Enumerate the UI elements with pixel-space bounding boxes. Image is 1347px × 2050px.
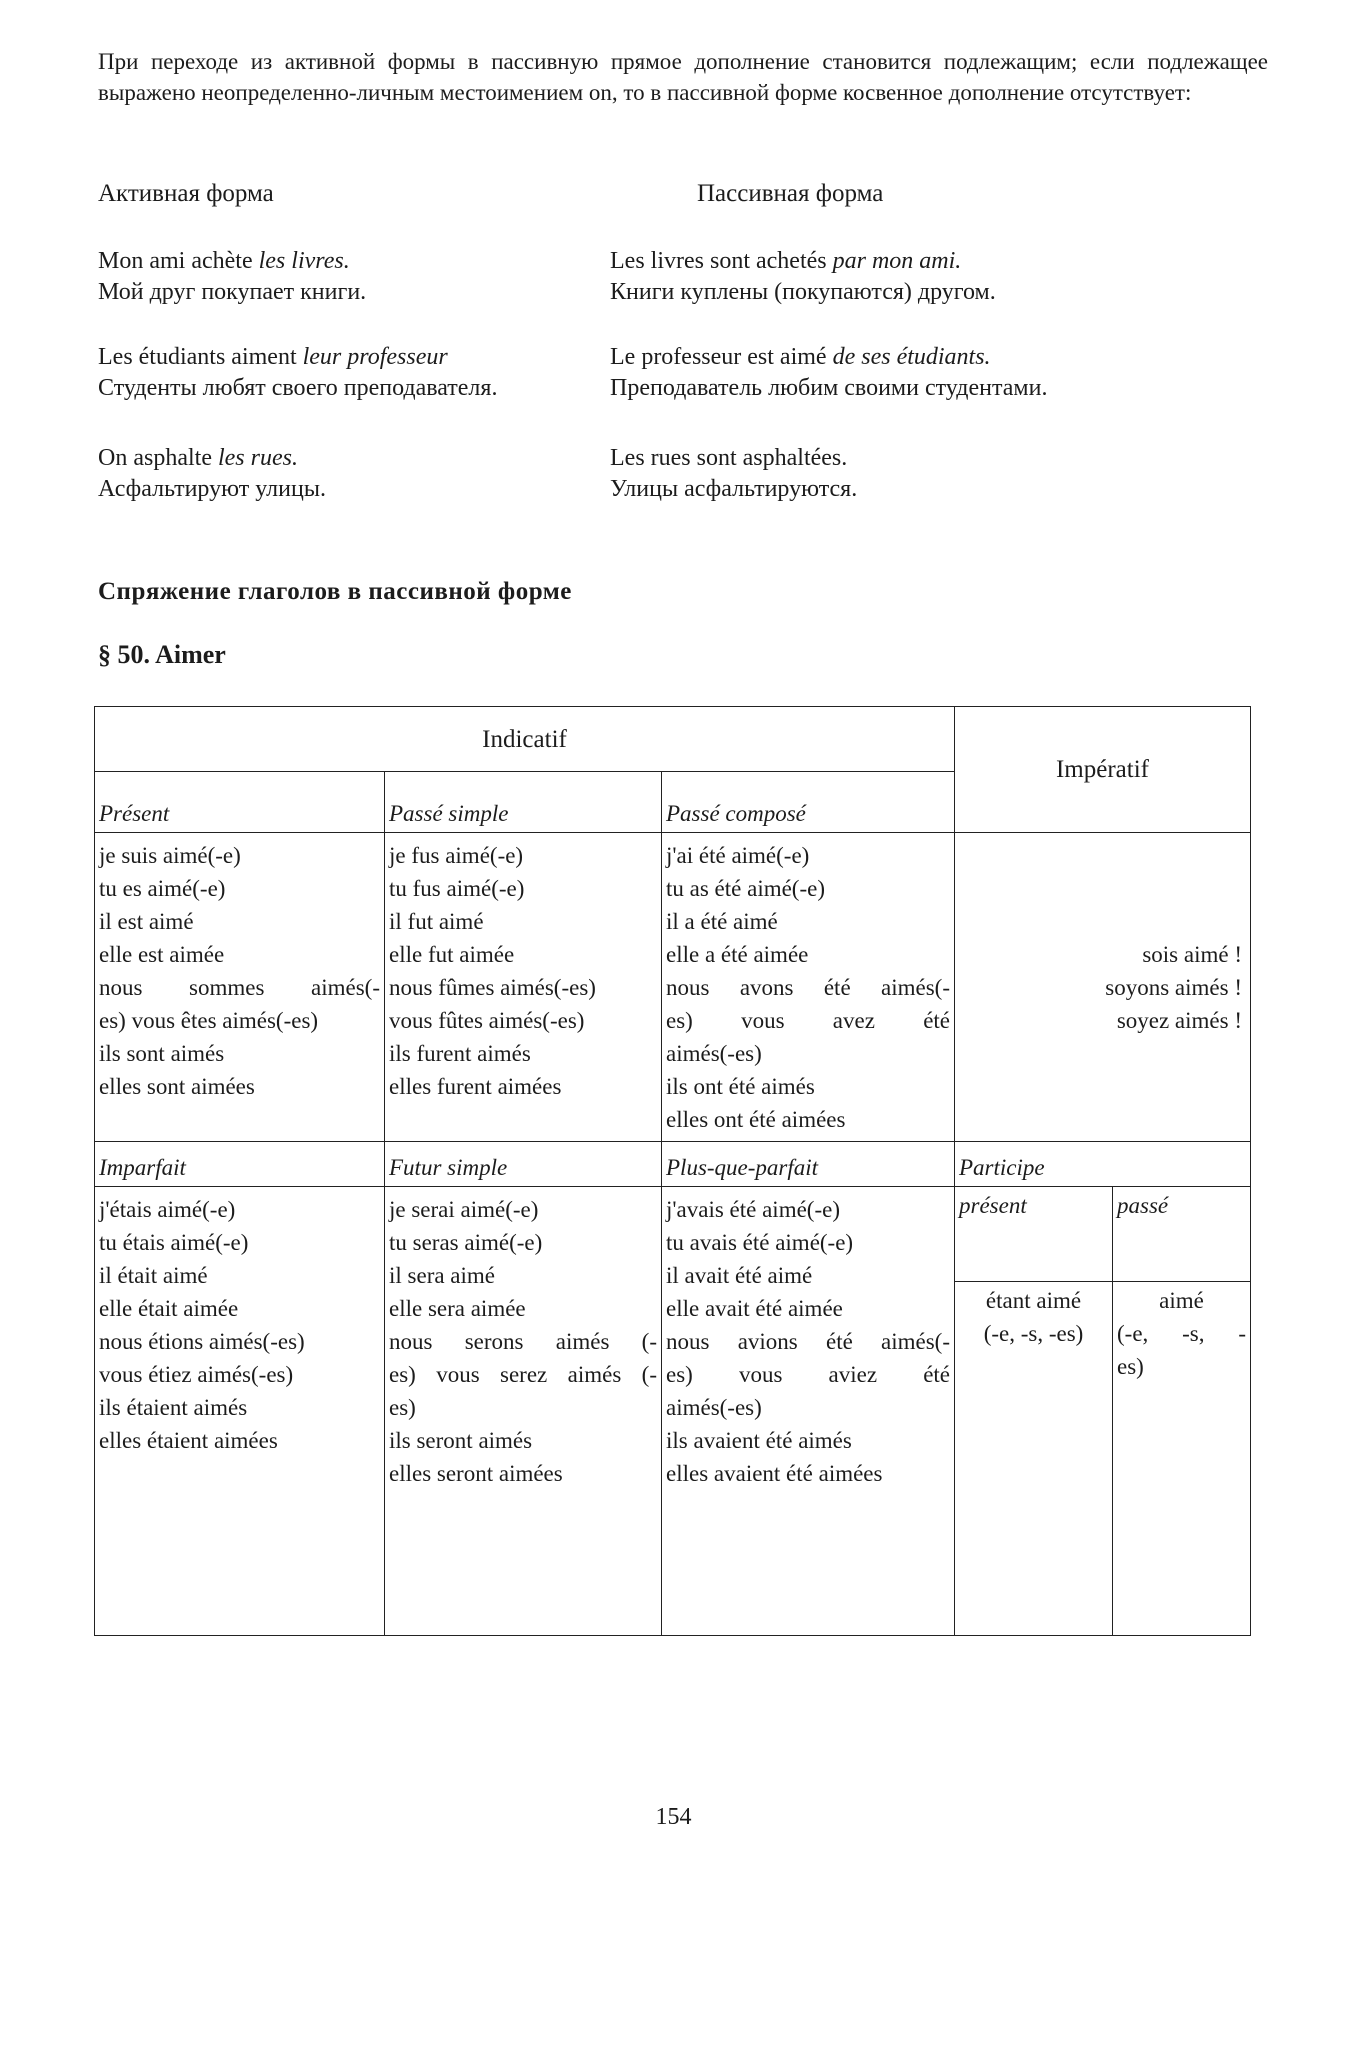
imparfait-forms: j'étais aimé(-e) tu étais aimé(-e) il était aimé elle était aimée nous étions aimés(-es) vous étiez aimés(-es) ils étaient aimés elles étaient aimées [95,1187,385,1636]
passive-form-heading: Пассивная форма [697,180,884,207]
example-active [98,443,598,505]
example-french: Le professeur est aimé de ses étudiants. [610,344,991,370]
example-russian: Преподаватель любим своими студентами. [610,375,1048,401]
passe-simple-forms: je fus aimé(-e) tu fus aimé(-e) il fut aimé elle fut aimée nous fûmes aimés(-es) vous fûtes aimés(-es) ils furent aimés elles furent aimées [385,833,662,1142]
tense-header-imparfait: Imparfait [95,1142,385,1187]
participe-header: Participe [955,1142,1251,1187]
example-russian: Асфальтируют улицы. [98,476,326,502]
passe-compose-forms: j'ai été aimé(-e) tu as été aimé(-e) il a été aimé elle a été aimée nous avons été aimés(- es) vous avez été aimés(-es) ils ont été aimés elles ont été aimées [662,833,955,1142]
example-french: Mon ami achète les livres. [98,248,350,274]
example-french: Les rues sont asphaltées. [610,445,848,471]
tense-header-present: Présent [95,772,385,833]
example-french: On asphalte les rues. [98,445,298,471]
example-passive [610,342,1260,404]
example-french: Les étudiants aiment leur professeur [98,344,448,370]
active-form-heading: Активная форма [98,180,274,207]
example-russian: Книги куплены (покупаются) другом. [610,279,996,305]
conjugation-table [94,706,1251,1636]
tense-header-passe-simple: Passé simple [385,772,662,833]
present-forms: je suis aimé(-e) tu es aimé(-e) il est aimé elle est aimée nous sommes aimés(- es) vous êtes aimés(-es) ils sont aimés elles sont aimées [95,833,385,1142]
page-number: 154 [655,1804,692,1830]
imperatif-header: Impératif [955,707,1251,833]
tense-header-plus-que-parfait: Plus-que-parfait [662,1142,955,1187]
tense-header-passe-compose: Passé composé [662,772,955,833]
participe-passe-label: passé [1113,1187,1251,1282]
indicatif-header: Indicatif [95,707,955,772]
example-russian: Студенты любят своего преподавателя. [98,375,498,401]
example-russian: Улицы асфальтируются. [610,476,858,502]
example-french: Les livres sont achetés par mon ami. [610,248,962,274]
futur-simple-forms: je serai aimé(-e) tu seras aimé(-e) il sera aimé elle sera aimée nous serons aimés (- es) vous serez aimés (- es) ils seront aimés elles seront aimées [385,1187,662,1636]
example-active [98,342,598,404]
plus-que-parfait-forms: j'avais été aimé(-e) tu avais été aimé(-e) il avait été aimé elle avait été aimée nous avions été aimés(- es) vous aviez été aimés(-es) ils avaient été aimés elles avaient été aimées [662,1187,955,1636]
example-active [98,246,598,308]
participe-passe-form: aimé (-e, -s, - es) [1113,1282,1251,1636]
paragraph-title: § 50. Aimer [98,640,226,669]
participe-present-form: étant aimé (-e, -s, -es) [955,1282,1113,1636]
intro-paragraph: При переходе из активной формы в пассивную прямое дополнение становится подлежащим; если подлежащее выражено неопределенно-личным местоимением on, то в пассивной форме косвенное дополнение отсутствует: [98,49,1268,105]
imperatif-forms: sois aimé ! soyons aimés ! soyez aimés ! [955,833,1251,1142]
example-russian: Мой друг покупает книги. [98,279,367,305]
section-title: Спряжение глаголов в пассивной форме [98,578,572,605]
tense-header-futur-simple: Futur simple [385,1142,662,1187]
participe-present-label: présent [955,1187,1113,1282]
example-passive [610,246,1260,308]
example-passive [610,443,1260,505]
